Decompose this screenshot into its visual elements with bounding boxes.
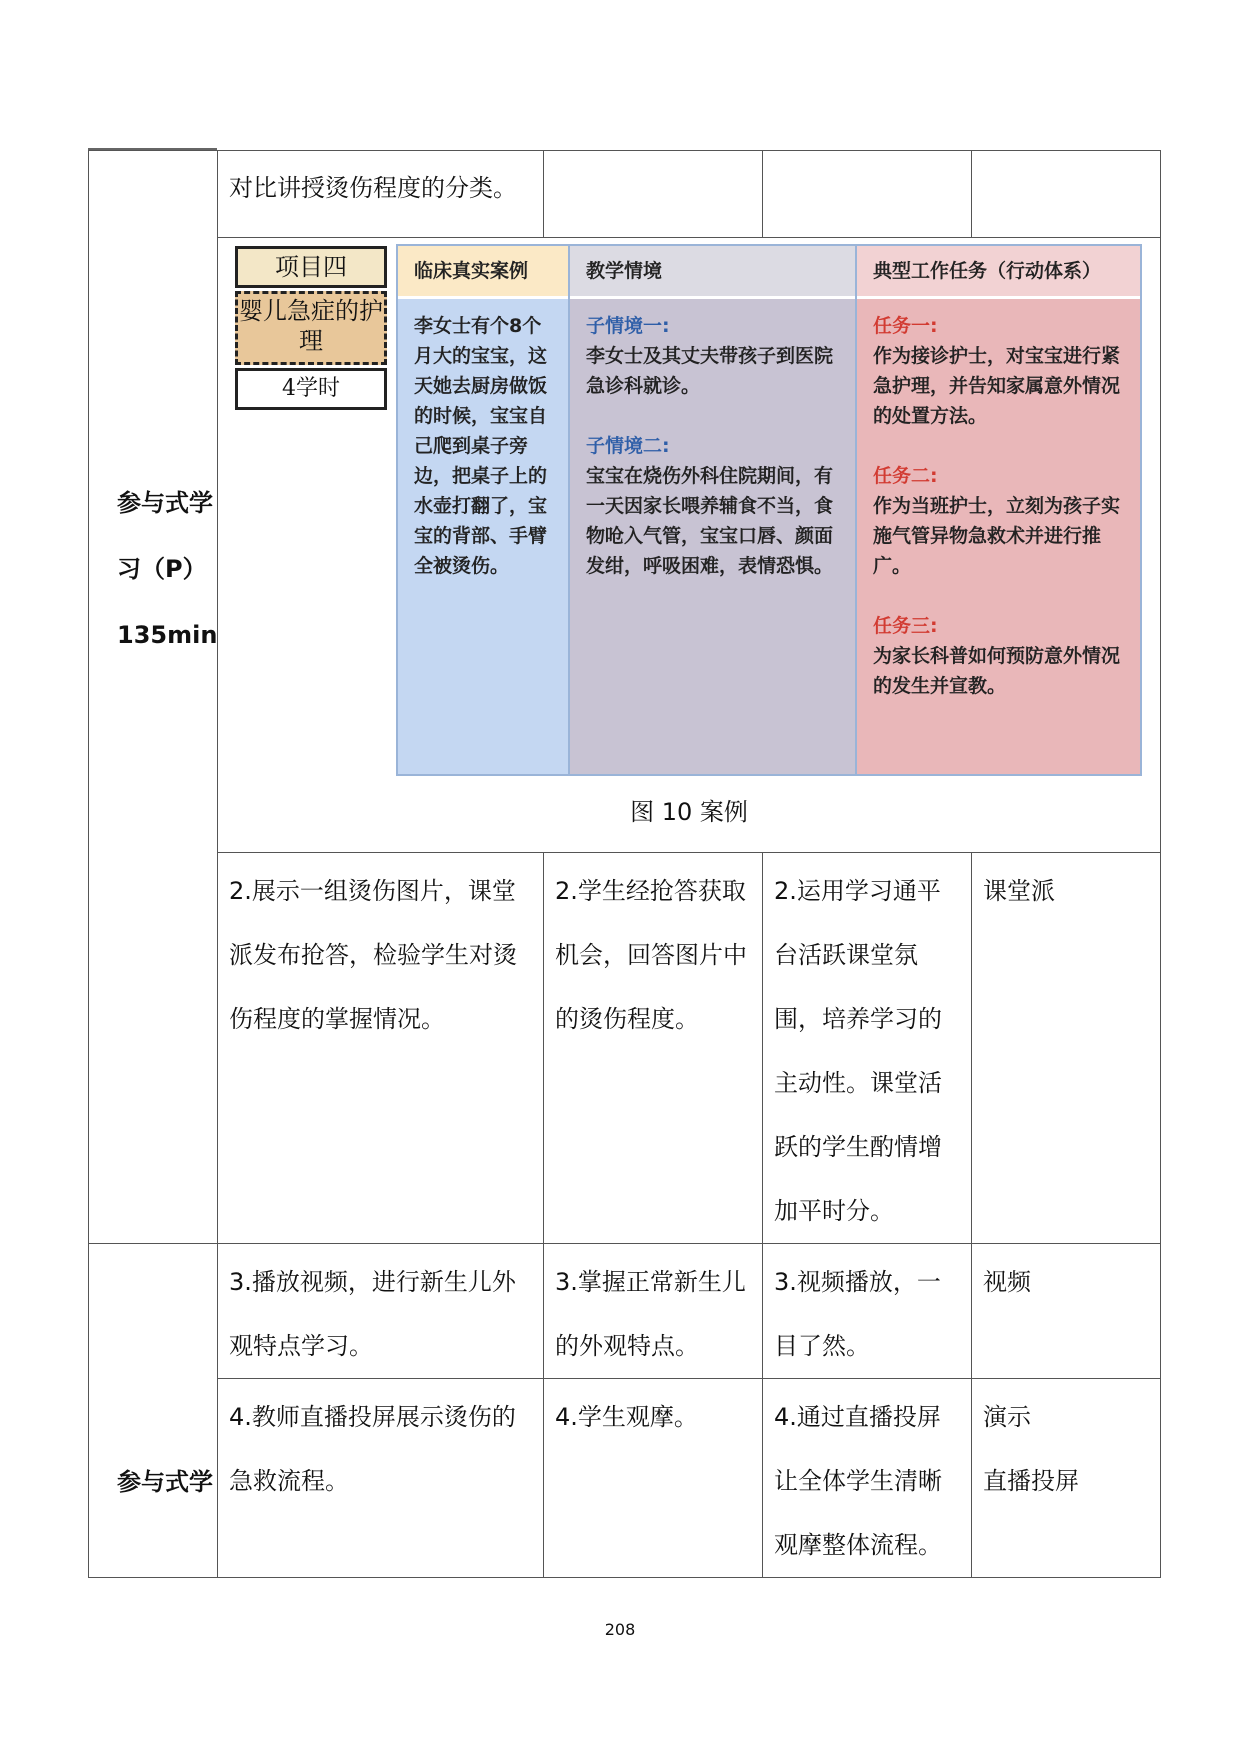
column-header: 典型工作任务（行动体系） <box>857 246 1140 299</box>
section-label: 参与式学 习（P） 135min <box>117 489 218 649</box>
situation-column <box>570 246 857 774</box>
table-cell: 2.展示一组烫伤图片，课堂派发布抢答，检验学生对烫伤程度的掌握情况。 <box>218 853 544 1244</box>
figure-caption: 图 10 案例 <box>630 798 748 826</box>
case-figure <box>218 238 1160 852</box>
table-row <box>89 1244 1161 1379</box>
column-header: 教学情境 <box>570 246 855 299</box>
table-cell: 视频 <box>972 1244 1161 1379</box>
figure-cell <box>218 238 1161 853</box>
table-cell: 4.学生观摩。 <box>544 1379 763 1578</box>
task-title: 任务二: <box>873 465 938 487</box>
table-row <box>89 853 1161 1244</box>
page-number: 208 <box>604 1620 636 1639</box>
table-cell: 3.掌握正常新生儿的外观特点。 <box>544 1244 763 1379</box>
table-cell: 3.播放视频，进行新生儿外观特点学习。 <box>218 1244 544 1379</box>
task-title: 任务一: <box>873 315 938 337</box>
table-cell: 对比讲授烫伤程度的分类。 <box>218 151 544 238</box>
situation-text: 李女士及其丈夫带孩子到医院急诊科就诊。 <box>586 345 834 397</box>
situation-title: 子情境一: <box>586 315 670 337</box>
situation-title: 子情境二: <box>586 435 670 457</box>
task-title: 任务三: <box>873 615 938 637</box>
table-cell <box>763 151 972 238</box>
resource-label: 演示 <box>983 1403 1031 1431</box>
table-cell <box>544 151 763 238</box>
column-header: 临床真实案例 <box>398 246 568 299</box>
task-text: 作为当班护士，立刻为孩子实施气管异物急救术并进行推广。 <box>873 495 1121 577</box>
table-cell: 4.教师直播投屏展示烫伤的急救流程。 <box>218 1379 544 1578</box>
project-title: 项目四 <box>235 246 387 288</box>
side-cell-1 <box>89 151 218 1244</box>
task-text: 为家长科普如何预防意外情况的发生并宣教。 <box>873 645 1121 697</box>
case-column <box>398 246 570 774</box>
table-cell: 2.运用学习通平台活跃课堂氛围，培养学习的主动性。课堂活跃的学生酌情增加平时分。 <box>763 853 972 1244</box>
table-cell: 2.学生经抢答获取机会，回答图片中的烫伤程度。 <box>544 853 763 1244</box>
table-cell: 课堂派 <box>972 853 1161 1244</box>
table-row <box>89 151 1161 238</box>
table-cell <box>972 1379 1161 1578</box>
section-label: 参与式学 <box>117 1468 213 1496</box>
resource-label: 直播投屏 <box>983 1467 1079 1495</box>
case-panel <box>396 244 1142 776</box>
task-text: 作为接诊护士，对宝宝进行紧急护理，并告知家属意外情况的处置方法。 <box>873 345 1121 427</box>
task-column <box>857 246 1140 774</box>
case-text: 李女士有个8个月大的宝宝，这天她去厨房做饭的时候，宝宝自己爬到桌子旁边，把桌子上的水壶打翻了，宝宝的背部、手臂全被烫伤。 <box>414 315 548 577</box>
table-row <box>89 1379 1161 1578</box>
situation-text: 宝宝在烧伤外科住院期间，有一天因家长喂养辅食不当，食物呛入气管，宝宝口唇、颜面发绀，呼吸困难，表情恐惧。 <box>586 465 834 577</box>
project-hours: 4学时 <box>235 368 387 410</box>
project-name: 婴儿急症的护理 <box>235 291 387 365</box>
table-cell <box>972 151 1161 238</box>
table-cell: 4.通过直播投屏让全体学生清晰观摩整体流程。 <box>763 1379 972 1578</box>
figure-row <box>89 238 1161 853</box>
table-cell: 3.视频播放，一目了然。 <box>763 1244 972 1379</box>
lesson-plan-table <box>88 150 1161 1578</box>
project-box <box>235 246 387 410</box>
side-cell-2 <box>89 1244 218 1578</box>
